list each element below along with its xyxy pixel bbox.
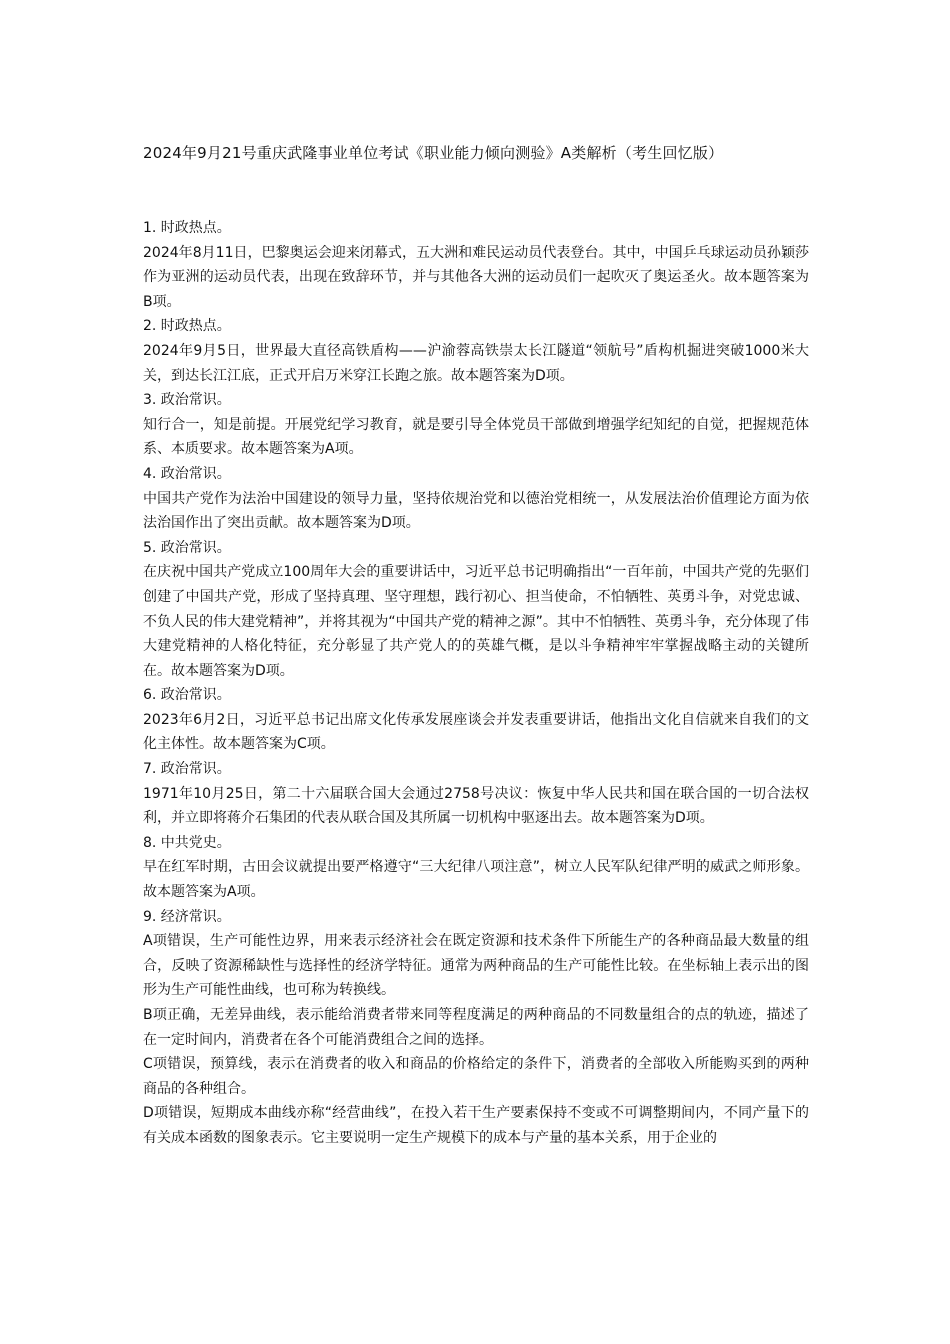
question-heading: 9. 经济常识。 [143, 908, 231, 925]
answer-paragraph: A项错误，生产可能性边界，用来表示经济社会在既定资源和技术条件下所能生产的各种商品最大数量的组合，反映了资源稀缺性与选择性的经济学特征。通常为两种商品的生产可能性比较。在坐标轴上表示出的图形为生产可能性曲线，也可称为转换线。 [143, 933, 809, 999]
question-heading: 3. 政治常识。 [143, 392, 231, 409]
answer-paragraph: 2023年6月2日，习近平总书记出席文化传承发展座谈会并发表重要讲话，他指出文化自信就来自我们的文化主体性。故本题答案为C项。 [143, 711, 809, 753]
document-body [143, 216, 809, 1151]
answer-paragraph: 2024年8月11日，巴黎奥运会迎来闭幕式，五大洲和难民运动员代表登台。其中，中国乒乓球运动员孙颖莎作为亚洲的运动员代表，出现在致辞环节，并与其他各大洲的运动员们一起吹灭了奥运圣火。故本题答案为B项。 [143, 244, 809, 310]
answer-paragraph: D项错误，短期成本曲线亦称“经营曲线”，在投入若干生产要素保持不变或不可调整期间内，不同产量下的有关成本函数的图象表示。它主要说明一定生产规模下的成本与产量的基本关系，用于企业的 [143, 1105, 809, 1146]
answer-paragraph: 中国共产党作为法治中国建设的领导力量，坚持依规治党和以德治党相统一，从发展法治价值理论方面为依法治国作出了突出贡献。故本题答案为D项。 [143, 490, 809, 532]
answer-paragraph: 早在红军时期，古田会议就提出要严格遵守“三大纪律八项注意”，树立人民军队纪律严明的威武之师形象。故本题答案为A项。 [143, 859, 809, 901]
answer-paragraph: 2024年9月5日，世界最大直径高铁盾构——沪渝蓉高铁崇太长江隧道“领航号”盾构机掘进突破1000米大关，到达长江江底，正式开启万米穿江长跑之旅。故本题答案为D项。 [143, 342, 809, 384]
question-heading: 7. 政治常识。 [143, 761, 231, 778]
question-heading: 6. 政治常识。 [143, 687, 231, 704]
question-heading: 5. 政治常识。 [143, 539, 231, 556]
answer-paragraph: 在庆祝中国共产党成立100周年大会的重要讲话中，习近平总书记明确指出“一百年前，中国共产党的先驱们创建了中国共产党，形成了坚持真理、坚守理想，践行初心、担当使命，不怕牺牲、英勇斗争，对党忠诚、不负人民的伟大建党精神”，并将其视为“中国共产党的精神之源”。其中不怕牺牲、英勇斗争，充分体现了伟大建党精神的人格化特征，充分彰显了共产党人的的英雄气概，是以斗争精神牢牢掌握战略主动的关键所在。故本题答案为D项。 [143, 564, 809, 679]
document-title: 2024年9月21号重庆武隆事业单位考试《职业能力倾向测验》A类解析（考生回忆版） [143, 144, 724, 162]
question-heading: 8. 中共党史。 [143, 834, 231, 851]
question-heading: 1. 时政热点。 [143, 220, 231, 236]
answer-paragraph: B项正确，无差异曲线，表示能给消费者带来同等程度满足的两种商品的不同数量组合的点的轨迹，描述了在一定时间内，消费者在各个可能消费组合之间的选择。 [143, 1007, 809, 1048]
question-heading: 2. 时政热点。 [143, 318, 231, 335]
answer-paragraph: 知行合一，知是前提。开展党纪学习教育，就是要引导全体党员干部做到增强学纪知纪的自觉，把握规范体系、本质要求。故本题答案为A项。 [143, 416, 809, 458]
answer-paragraph: 1971年10月25日，第二十六届联合国大会通过2758号决议：恢复中华人民共和国在联合国的一切合法权利，并立即将蒋介石集团的代表从联合国及其所属一切机构中驱逐出去。故本题答案为D项。 [143, 785, 809, 827]
answer-paragraph: C项错误，预算线，表示在消费者的收入和商品的价格给定的条件下，消费者的全部收入所能购买到的两种商品的各种组合。 [143, 1056, 809, 1097]
question-heading: 4. 政治常识。 [143, 465, 231, 482]
